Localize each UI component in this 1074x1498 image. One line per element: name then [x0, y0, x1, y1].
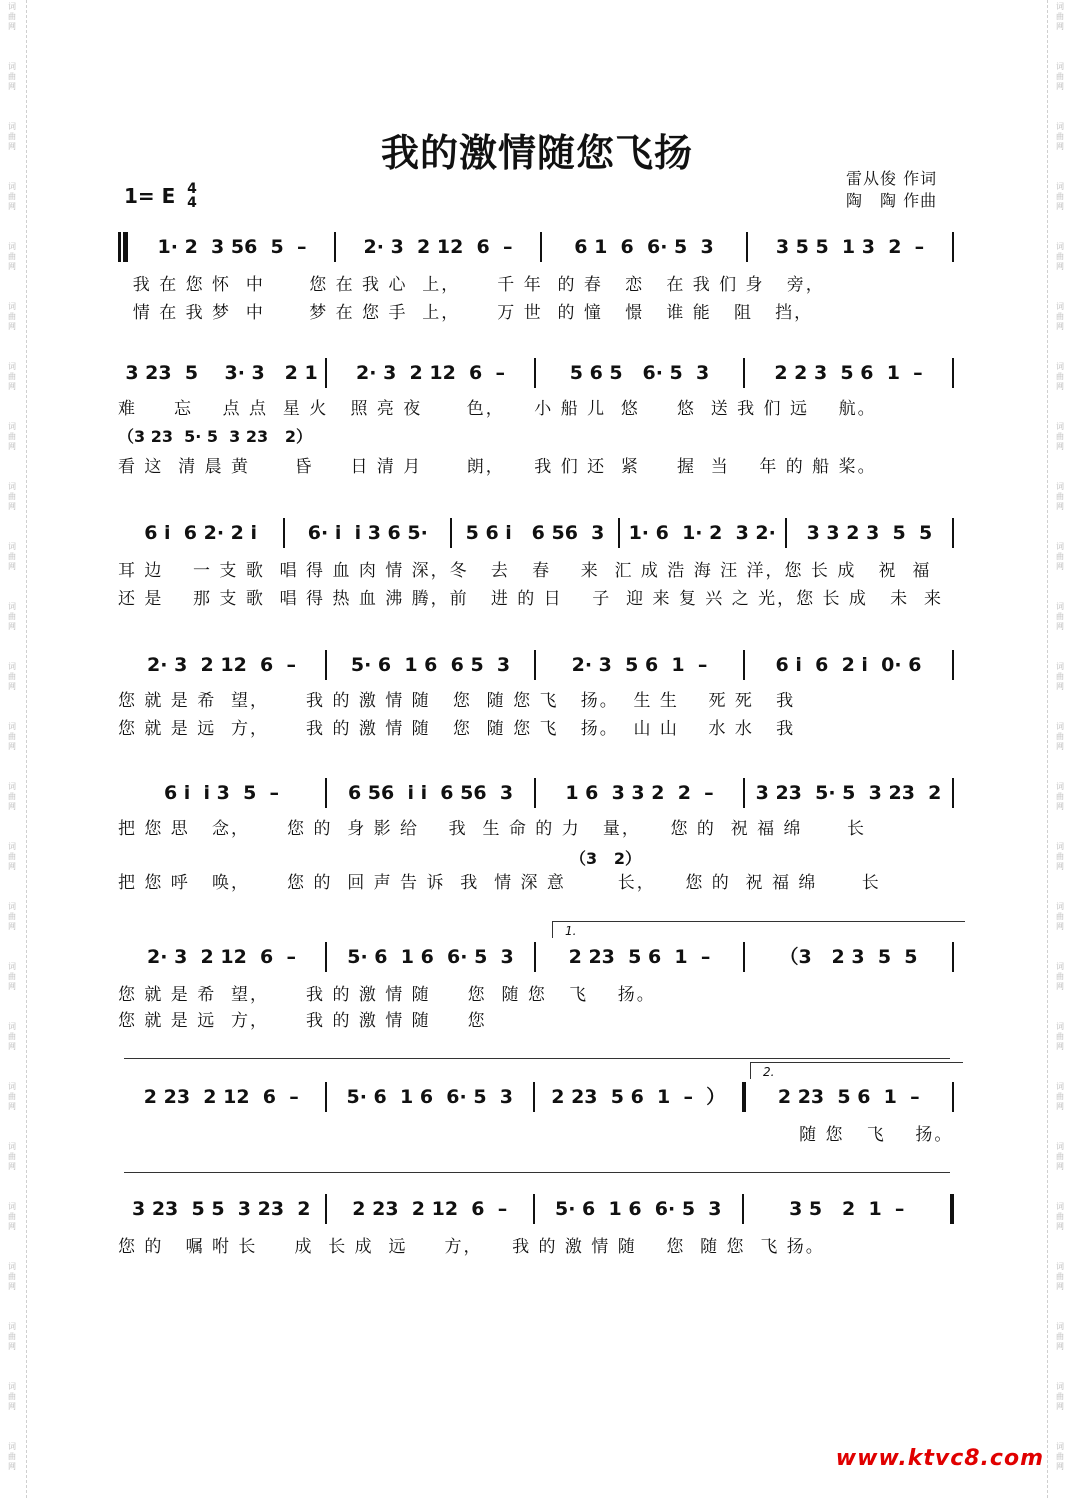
measure: 2· 3 2 12 6 –	[147, 946, 296, 968]
watermark-mark: 词 曲 网	[8, 722, 16, 751]
barline	[952, 650, 954, 680]
lyric-line-2: 情 在 我 梦 中 梦 在 您 手 上， 万 世 的 憧 憬 谁 能 阻 挡，	[118, 303, 814, 323]
watermark-mark: 词 曲 网	[8, 1142, 16, 1171]
barline	[952, 232, 954, 262]
measure: 2· 3 5 6 1 –	[571, 654, 708, 676]
lyric-line-1: 我 在 您 怀 中 您 在 我 心 上， 千 年 的 春 恋 在 我 们 身 旁，	[118, 275, 825, 295]
time-signature	[184, 182, 200, 210]
notation-line	[118, 1082, 954, 1112]
left-watermark-strip	[0, 0, 27, 1498]
watermark-mark: 词 曲 网	[1056, 902, 1064, 931]
measure: 2 23 5 6 1 –	[568, 946, 711, 968]
key-signature: 1= E	[124, 184, 176, 208]
notation-line	[118, 778, 954, 808]
watermark-mark: 词 曲 网	[8, 122, 16, 151]
measure: 2 23 2 12 6 –	[143, 1086, 299, 1108]
lyric-line-1: 耳 边 一 支 歌 唱 得 血 肉 情 深，冬 去 春 来 汇 成 浩 海 汪 洋，您 长 成 祝 福	[118, 561, 932, 581]
watermark-mark: 词 曲 网	[8, 1082, 16, 1111]
watermark-mark: 词 曲 网	[1056, 1082, 1064, 1111]
right-watermark-strip	[1047, 0, 1074, 1498]
watermark-mark: 词 曲 网	[1056, 722, 1064, 751]
lyric-line-1: 您 的 嘱 咐 长 成 长 成 远 方， 我 的 激 情 随 您 随 您 飞 扬。	[118, 1237, 825, 1257]
site-watermark-url[interactable]: www.ktvc8.com	[835, 1446, 1044, 1471]
measure: 5· 6 1 6 6 5 3	[350, 654, 511, 676]
lyric-line-1: 把 您 思 念， 您 的 身 影 给 我 生 命 的 力 量， 您 的 祝 福 绵 长	[118, 819, 866, 839]
lyricist-credit: 雷从俊 作词	[846, 169, 938, 188]
watermark-mark: 词 曲 网	[1056, 1322, 1064, 1351]
measure: 5· 6 1 6 6· 5 3	[554, 1198, 722, 1220]
barline	[952, 358, 954, 388]
watermark-mark: 词 曲 网	[8, 182, 16, 211]
lyric-line-1: 随 您 飞 扬。	[118, 1125, 954, 1145]
measure: 3 23 5 3· 3 2 1	[125, 362, 318, 384]
lyric-line-1: 您 就 是 希 望， 我 的 激 情 随 您 随 您 飞 扬。 生 生 死 死 我	[118, 691, 796, 711]
watermark-mark: 词 曲 网	[8, 2, 16, 31]
measure: 1· 2 3 56 5 –	[157, 236, 307, 258]
measure: 2· 3 2 12 6 –	[363, 236, 513, 258]
notation-line	[118, 518, 954, 548]
watermark-mark: 词 曲 网	[8, 1022, 16, 1051]
measure: 6 1 6 6· 5 3	[574, 236, 714, 258]
watermark-mark: 词 曲 网	[1056, 122, 1064, 151]
notation-line	[118, 232, 954, 262]
watermark-mark: 词 曲 网	[1056, 962, 1064, 991]
watermark-mark: 词 曲 网	[8, 962, 16, 991]
time-signature-top: 4	[187, 181, 197, 197]
watermark-mark: 词 曲 网	[8, 602, 16, 631]
measure: 5· 6 1 6 6· 5 3	[346, 1086, 513, 1108]
measure: 3 5 2 1 –	[789, 1198, 905, 1220]
watermark-mark: 词 曲 网	[1056, 2, 1064, 31]
notation-line	[118, 942, 954, 972]
watermark-mark: 词 曲 网	[1056, 602, 1064, 631]
watermark-mark: 词 曲 网	[8, 1322, 16, 1351]
lyric-line-2: 看 这 清 晨 黄 昏 日 清 月 朗， 我 们 还 紧 握 当 年 的 船 桨。	[118, 457, 877, 477]
watermark-mark: 词 曲 网	[1056, 362, 1064, 391]
barline	[952, 518, 954, 548]
lyric-line-2: 把 您 呼 唤， 您 的 回 声 告 诉 我 情 深 意 长， 您 的 祝 福 绵 长	[118, 873, 881, 893]
measure: 3 23 5 5 3 23 2	[131, 1198, 311, 1220]
watermark-mark: 词 曲 网	[1056, 62, 1064, 91]
watermark-mark: 词 曲 网	[1056, 1442, 1064, 1471]
volta-bracket-2: 2.	[750, 1062, 963, 1079]
measure: 2 23 5 6 1 –	[777, 1086, 920, 1108]
measure: 5 6 i 6 56 3	[465, 522, 605, 544]
measure: 3 23 5· 5 3 23 2	[755, 782, 942, 804]
barline	[952, 942, 954, 972]
watermark-mark: 词 曲 网	[8, 542, 16, 571]
lyric-line-2: 您 就 是 远 方， 我 的 激 情 随 您 随 您 飞 扬。 山 山 水 水 我	[118, 719, 796, 739]
measure: 2 23 5 6 1 – ）	[551, 1086, 726, 1108]
measure: 6 i 6 2· 2 i	[144, 522, 257, 544]
alternate-notation: （3 23 5· 5 3 23 2）	[118, 427, 312, 446]
watermark-mark: 词 曲 网	[8, 1382, 16, 1411]
system-divider	[124, 1172, 950, 1173]
watermark-mark: 词 曲 网	[8, 662, 16, 691]
song-title: 我的激情随您飞扬	[380, 130, 693, 175]
time-signature-bottom: 4	[187, 195, 197, 211]
watermark-mark: 词 曲 网	[8, 242, 16, 271]
notation-line	[118, 1194, 954, 1224]
measure: 5· 6 1 6 6· 5 3	[347, 946, 514, 968]
watermark-mark: 词 曲 网	[1056, 242, 1064, 271]
measure: 1 6 3 3 2 2 –	[565, 782, 714, 804]
watermark-mark: 词 曲 网	[8, 1262, 16, 1291]
lyric-line-2: 还 是 那 支 歌 唱 得 热 血 沸 腾，前 进 的 日 子 迎 来 复 兴 之 光，您 长 成 未 来	[118, 589, 943, 609]
alternate-notation: （3 2）	[570, 849, 641, 868]
watermark-mark: 词 曲 网	[1056, 782, 1064, 811]
watermark-mark: 词 曲 网	[8, 62, 16, 91]
volta-bracket-1: 1.	[552, 921, 965, 938]
watermark-mark: 词 曲 网	[8, 422, 16, 451]
watermark-mark: 词 曲 网	[8, 302, 16, 331]
watermark-mark: 词 曲 网	[8, 1202, 16, 1231]
measure: 2· 3 2 12 6 –	[147, 654, 296, 676]
measure: 6· i i 3 6 5·	[307, 522, 428, 544]
watermark-mark: 词 曲 网	[8, 1442, 16, 1471]
lyric-line-2: 您 就 是 远 方， 我 的 激 情 随 您	[118, 1011, 487, 1031]
notation-line	[118, 650, 954, 680]
measure: 2 23 2 12 6 –	[352, 1198, 508, 1220]
measure: 3 3 2 3 5 5	[806, 522, 933, 544]
watermark-mark: 词 曲 网	[1056, 1262, 1064, 1291]
watermark-mark: 词 曲 网	[1056, 1022, 1064, 1051]
measure: 3 5 5 1 3 2 –	[775, 236, 925, 258]
system-divider	[124, 1058, 950, 1059]
measure: 6 i i 3 5 –	[163, 782, 280, 804]
measure: 2 2 3 5 6 1 –	[774, 362, 923, 384]
watermark-mark: 词 曲 网	[1056, 1142, 1064, 1171]
measure: 2· 3 2 12 6 –	[356, 362, 505, 384]
watermark-mark: 词 曲 网	[8, 482, 16, 511]
watermark-mark: 词 曲 网	[1056, 542, 1064, 571]
barline	[952, 1082, 954, 1112]
watermark-mark: 词 曲 网	[1056, 182, 1064, 211]
lyric-line-1: 难 忘 点 点 星 火 照 亮 夜 色， 小 船 儿 悠 悠 送 我 们 远 航。	[118, 399, 877, 419]
watermark-mark: 词 曲 网	[1056, 482, 1064, 511]
measure: 6 i 6 2 i 0· 6	[775, 654, 922, 676]
watermark-mark: 词 曲 网	[1056, 662, 1064, 691]
notation-line	[118, 358, 954, 388]
composer-credit: 陶 陶 作曲	[846, 191, 938, 210]
barline	[952, 778, 954, 808]
repeat-start-barline	[118, 232, 123, 262]
measure: 1· 6 1· 2 3 2·	[628, 522, 776, 544]
watermark-mark: 词 曲 网	[8, 842, 16, 871]
watermark-mark: 词 曲 网	[8, 902, 16, 931]
watermark-mark: 词 曲 网	[1056, 302, 1064, 331]
watermark-mark: 词 曲 网	[1056, 842, 1064, 871]
final-barline	[950, 1194, 954, 1224]
measure: （3 2 3 5 5	[779, 946, 918, 968]
watermark-mark: 词 曲 网	[1056, 422, 1064, 451]
watermark-mark: 词 曲 网	[1056, 1202, 1064, 1231]
watermark-mark: 词 曲 网	[8, 362, 16, 391]
lyric-line-1: 您 就 是 希 望， 我 的 激 情 随 您 随 您 飞 扬。	[118, 985, 656, 1005]
measure: 6 56 i i 6 56 3	[347, 782, 514, 804]
measure: 5 6 5 6· 5 3	[569, 362, 710, 384]
watermark-mark: 词 曲 网	[1056, 1382, 1064, 1411]
watermark-mark: 词 曲 网	[8, 782, 16, 811]
